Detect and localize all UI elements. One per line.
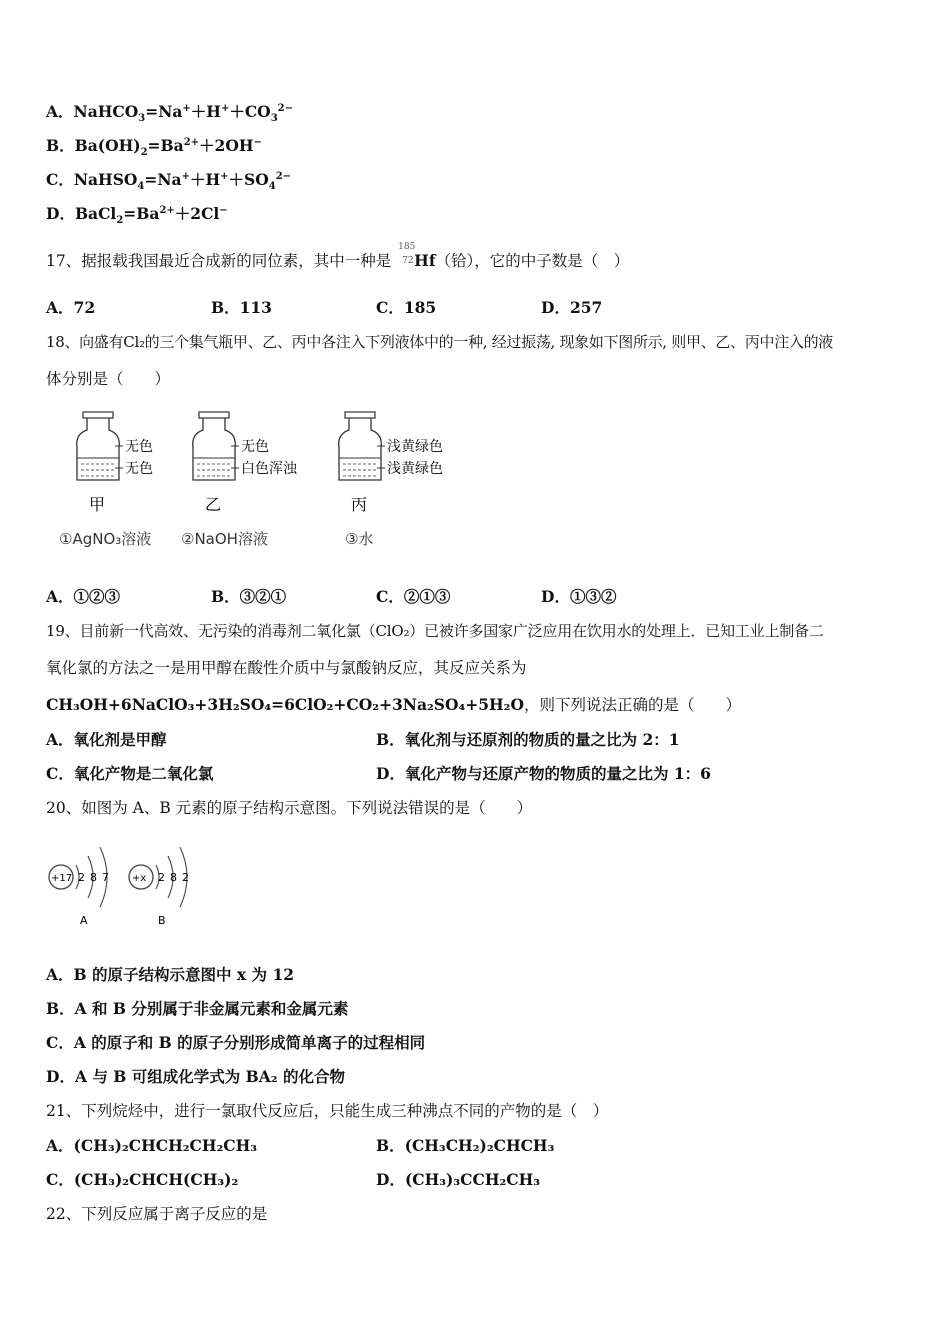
- atom-a-shell-2: 8: [90, 871, 97, 884]
- bottle-yi-bottom-label: 白色浑浊: [241, 461, 297, 477]
- q19-equation: CH₃OH+6NaClO₃+3H₂SO₄=6ClO₂+CO₂+3Na₂SO₄+5H₂O: [46, 695, 524, 714]
- atom-b-shell-3: 2: [182, 871, 189, 884]
- bottle-bing: [339, 412, 443, 514]
- bottle-yi-name: 乙: [205, 495, 222, 514]
- q18-stem-line2: 体分别是（ ）: [46, 370, 171, 388]
- mass-number: 185: [398, 242, 416, 252]
- q17-stem: 17、据报载我国最近合成新的同位素，其中一种是 185 72 Hf（铪），它的中子数是（ ）: [46, 251, 629, 271]
- element-symbol: Hf: [414, 251, 436, 270]
- bottle-yi-top-label: 无色: [241, 439, 269, 455]
- atom-a: [49, 847, 109, 927]
- q20-option-b: B．A 和 B 分别属于非金属元素和金属元素: [46, 999, 349, 1018]
- q18-stem-line1: 18、向盛有Cl₂的三个集气瓶甲、乙、丙中各注入下列液体中的一种, 经过振荡, 现象如下图所示, 则甲、乙、丙中注入的液: [46, 333, 833, 351]
- atom-a-nucleus: +17: [51, 873, 73, 884]
- q21-option-d: D．(CH₃)₃CCH₂CH₃: [376, 1170, 541, 1189]
- q20-option-c: C．A 的原子和 B 的原子分别形成简单离子的过程相同: [46, 1033, 426, 1052]
- q19-stem-line1: 19、目前新一代高效、无污染的消毒剂二氧化氯（ClO₂）已被许多国家广泛应用在饮用水的处理上．已知工业上制备二: [46, 622, 824, 640]
- q16-option-d: D．$BaCl_2=Ba^{2+}+2Cl^-$: [46, 204, 228, 227]
- q19-option-d: D．氧化产物与还原产物的物质的量之比为 1：6: [376, 764, 711, 783]
- q20-option-a: A．B 的原子结构示意图中 x 为 12: [46, 965, 295, 984]
- q19-stem-line3: CH₃OH+6NaClO₃+3H₂SO₄=6ClO₂+CO₂+3Na₂SO₄+5H₂O，则下列说法正确的是（ ）: [46, 695, 741, 714]
- q22-stem: 22、下列反应属于离子反应的是: [46, 1205, 268, 1223]
- atom-a-label: A: [80, 914, 88, 927]
- atom-b-shell-1: 2: [158, 871, 165, 884]
- reagent-3: ③水: [345, 530, 374, 548]
- q19-stem-line2: 氧化氯的方法之一是用甲醇在酸性介质中与氯酸钠反应，其反应关系为: [46, 659, 527, 677]
- atom-b-shell-2: 8: [170, 871, 177, 884]
- q20-atom-figure: [44, 832, 204, 932]
- bottle-jia-top-label: 无色: [125, 439, 153, 455]
- q16-option-a: A．$NaHCO_3=Na^++H^++CO_3^{2-}$: [46, 102, 293, 125]
- bottle-yi: [193, 412, 298, 514]
- q16-option-c: C．$NaHSO_4=Na^++H^++SO_4^{2-}$: [46, 170, 292, 193]
- atom-b-label: B: [158, 914, 166, 927]
- q20-stem: 20、如图为 A、B 元素的原子结构示意图。下列说法错误的是（ ）: [46, 799, 533, 817]
- bottle-bing-name: 丙: [351, 495, 368, 514]
- q19-option-a: A．氧化剂是甲醇: [46, 730, 167, 749]
- q20-option-d: D．A 与 B 可组成化学式为 BA₂ 的化合物: [46, 1067, 345, 1086]
- atom-a-shell-3: 7: [102, 871, 109, 884]
- bottle-jia-bottom-label: 无色: [125, 461, 153, 477]
- atomic-number: 72: [402, 256, 414, 266]
- q21-option-b: B．(CH₃CH₂)₂CHCH₃: [376, 1136, 555, 1155]
- bottle-bing-bottom-label: 浅黄绿色: [387, 461, 443, 477]
- nuclide-symbol: [396, 242, 416, 271]
- atom-b-nucleus: +x: [132, 873, 147, 884]
- q16-option-b: B．$Ba(OH)_2=Ba^{2+}+2OH^-$: [46, 136, 262, 159]
- q19-option-c: C．氧化产物是二氧化氯: [46, 764, 214, 783]
- bottle-bing-top-label: 浅黄绿色: [387, 439, 443, 455]
- q21-option-c: C．(CH₃)₂CHCH(CH₃)₂: [46, 1170, 239, 1189]
- q18-bottle-figure: [55, 408, 475, 558]
- bottle-jia-name: 甲: [89, 495, 106, 514]
- q21-stem: 21、下列烷烃中，进行一氯取代反应后，只能生成三种沸点不同的产物的是（ ）: [46, 1102, 609, 1120]
- bottle-jia: [77, 412, 153, 514]
- q19-option-b: B．氧化剂与还原剂的物质的量之比为 2：1: [376, 730, 680, 749]
- atom-a-shell-1: 2: [78, 871, 85, 884]
- reagent-2: ②NaOH溶液: [181, 530, 268, 548]
- atom-b: [129, 847, 189, 927]
- q21-option-a: A．(CH₃)₂CHCH₂CH₂CH₃: [46, 1136, 258, 1155]
- reagent-1: ①AgNO₃溶液: [59, 530, 152, 548]
